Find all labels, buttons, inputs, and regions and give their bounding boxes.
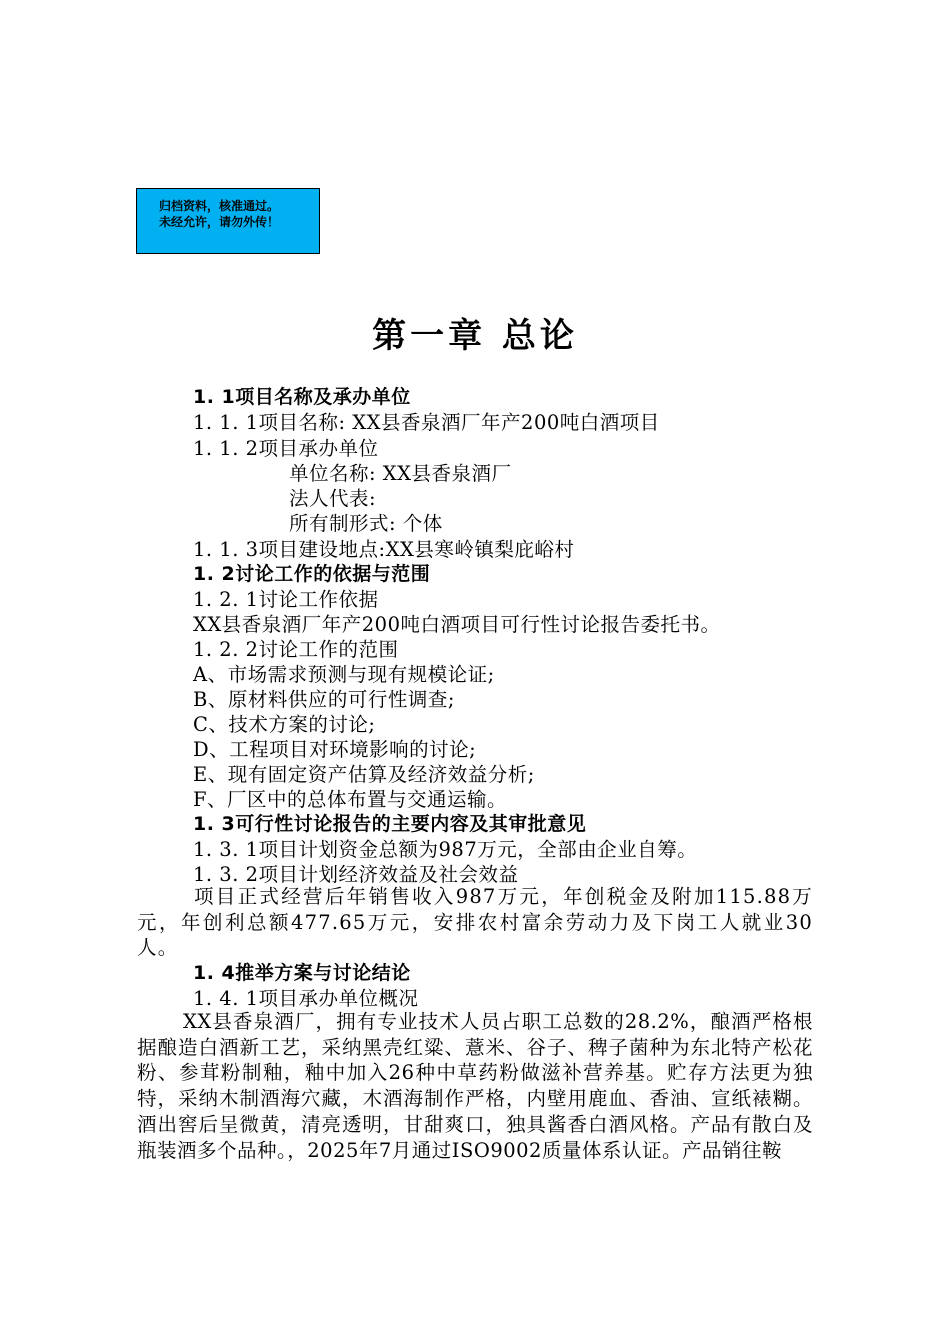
item-1-2-2: 1. 2. 2讨论工作的范围	[193, 638, 399, 661]
ownership: 所有制形式: 个体	[289, 512, 443, 535]
scope-f: F、厂区中的总体布置与交通运输。	[193, 788, 508, 811]
item-1-1-1: 1. 1. 1项目名称: XX县香泉酒厂年产200吨白酒项目	[193, 411, 660, 434]
basis-text: XX县香泉酒厂年产200吨白酒项目可行性讨论报告委托书。	[193, 613, 721, 636]
heading-1-1: 1. 1项目名称及承办单位	[193, 386, 411, 408]
scope-d: D、工程项目对环境影响的讨论;	[193, 738, 477, 761]
heading-1-4: 1. 4推举方案与讨论结论	[193, 962, 411, 984]
item-1-2-1: 1. 2. 1讨论工作依据	[193, 588, 379, 611]
heading-1-3: 1. 3可行性讨论报告的主要内容及其审批意见	[193, 813, 587, 835]
scope-c: C、技术方案的讨论;	[193, 713, 376, 736]
archive-stamp	[136, 188, 320, 254]
overview-paragraph: XX县香泉酒厂，拥有专业技术人员占职工总数的28.2%，酿酒严格根据酿造白酒新工艺，采纳黑壳红粱、薏米、谷子、稗子菌种为东北特产松花粉、参茸粉制釉，釉中加入26种中草药粉做滋补营养基。贮存方法更为独特，采纳木制酒海穴藏，木酒海制作严格，内壁用鹿血、香油、宣纸裱糊。酒出窖后呈微黄，清亮透明，甘甜爽口，独具酱香白酒风格。产品有散白及瓶装酒多个品种。，2025年7月通过ISO9002质量体系认证。产品销往鞍	[137, 1010, 813, 1162]
item-1-1-2: 1. 1. 2项目承办单位	[193, 437, 379, 460]
stamp-line-2: 未经允许，请勿外传！	[159, 215, 280, 229]
scope-b: B、原材料供应的可行性调查;	[193, 688, 455, 711]
scope-a: A、市场需求预测与现有规模论证;	[193, 663, 495, 686]
item-1-3-1: 1. 3. 1项目计划资金总额为987万元，全部由企业自筹。	[193, 838, 698, 861]
heading-1-2: 1. 2讨论工作的依据与范围	[193, 563, 431, 585]
item-1-4-1: 1. 4. 1项目承办单位概况	[193, 987, 419, 1010]
item-1-3-2: 1. 3. 2项目计划经济效益及社会效益	[193, 863, 519, 886]
benefit-paragraph: 项目正式经营后年销售收入987万元，年创税金及附加115.88万元，年创利总额477.65万元，安排农村富余劳动力及下岗工人就业30人。	[137, 885, 813, 960]
item-1-1-3: 1. 1. 3项目建设地点:XX县寒岭镇梨庇峪村	[193, 538, 575, 561]
legal-rep: 法人代表:	[289, 487, 377, 510]
scope-e: E、现有固定资产估算及经济效益分析;	[193, 763, 535, 786]
stamp-line-1: 归档资料，核准通过。	[159, 199, 280, 213]
unit-name: 单位名称: XX县香泉酒厂	[289, 462, 512, 485]
chapter-title: 第一章 总论	[372, 316, 578, 356]
